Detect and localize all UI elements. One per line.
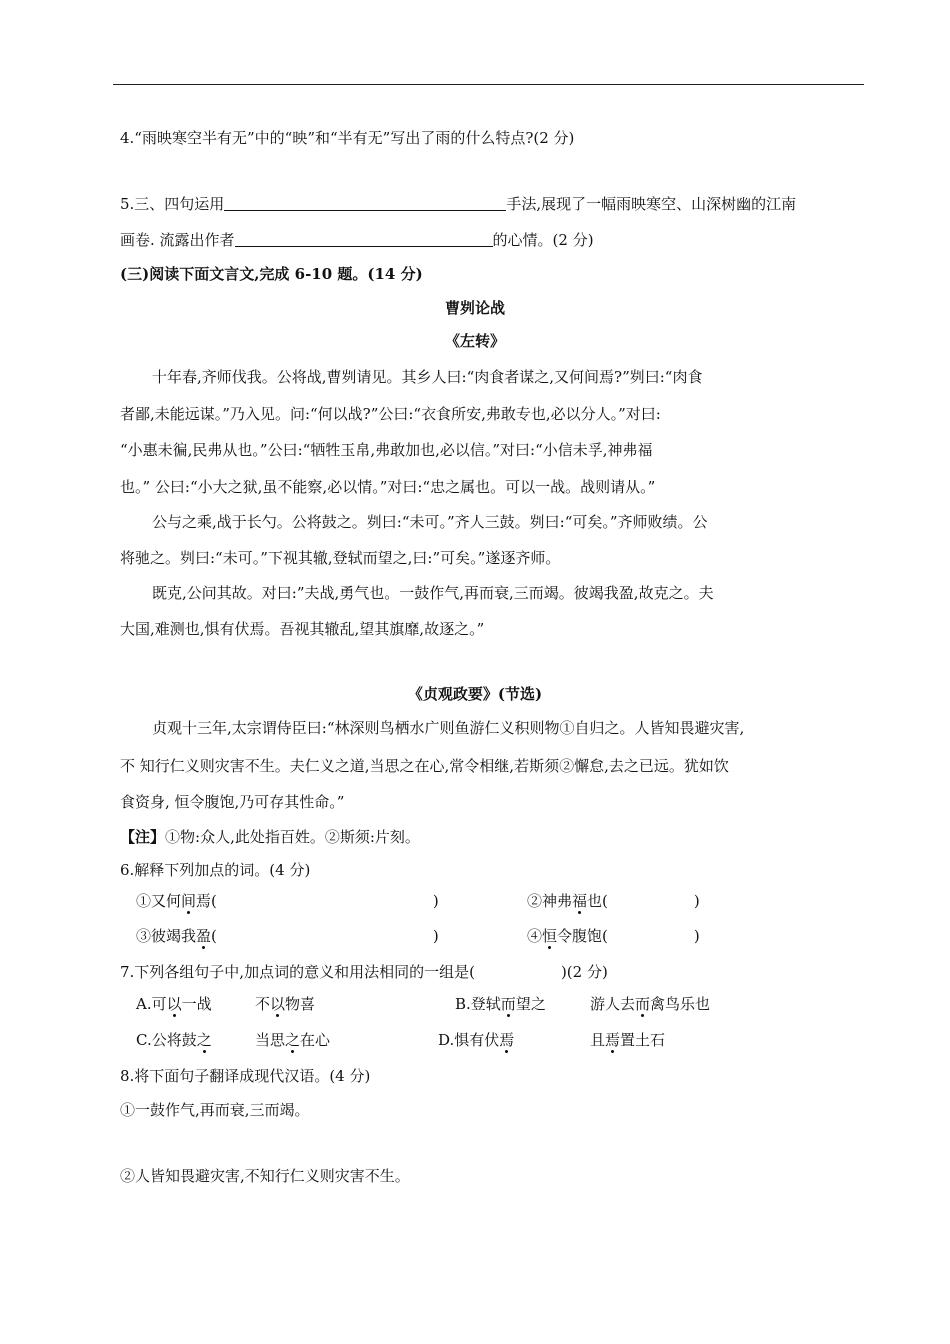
q7-option-d	[438, 1030, 514, 1050]
text-2-line: 贞观十三年,太宗谓侍臣曰:“林深则鸟栖水广则鱼游仁义积则物①自归之。人皆知畏避灾害,	[152, 719, 745, 737]
dotted-word: 而	[500, 995, 516, 1013]
question-5-line-2	[120, 230, 594, 250]
text-2-line: 食资身, 恒令腹饱,乃可存其性命。”	[120, 793, 345, 811]
text-1-source: 《左转》	[444, 332, 505, 350]
dotted-word: 而	[635, 995, 651, 1013]
option-text: 当思	[255, 1031, 286, 1049]
option-text: D.惧有伏	[438, 1031, 500, 1049]
q6-item-text: 也(	[587, 892, 608, 910]
q6-item-close: )	[693, 927, 700, 945]
option-text: 置土石	[620, 1031, 666, 1049]
option-text: 一战	[181, 995, 212, 1013]
option-text: 物喜	[285, 995, 316, 1013]
dotted-word: 间	[181, 892, 197, 910]
question-5-line-1	[120, 194, 796, 214]
dotted-word: 恒	[542, 927, 558, 945]
option-text: 望之	[515, 995, 546, 1013]
dotted-word: 盈	[196, 927, 212, 945]
q8-sentence-2: ②人皆知畏避灾害,不知行仁义则灾害不生。	[120, 1167, 410, 1185]
note-text: ①物:众人,此处指百姓。②斯须:片刻。	[165, 828, 420, 846]
question-4: 4.“雨映寒空半有无”中的“映”和“半有无”写出了雨的什么特点?(2 分)	[120, 129, 575, 147]
q6-item-text: ①又何	[136, 892, 182, 910]
text-1-line: 者鄙,未能远谋。”乃入见。问:“何以战?”公曰:“衣食所安,弗敢专也,必以分人。”对曰:	[120, 405, 661, 423]
q6-item-text: ②神弗	[527, 892, 573, 910]
dotted-word: 福	[572, 892, 588, 910]
q8-sentence-1: ①一鼓作气,再而衰,三而竭。	[120, 1101, 310, 1119]
q7-option-d-pair	[590, 1030, 665, 1050]
q5-blank-2[interactable]	[235, 232, 493, 247]
q6-item-text: ③彼竭我	[136, 927, 197, 945]
q7-stem-text: 7.下列各组句子中,加点词的意义和用法相同的一组是(	[120, 963, 475, 981]
q5-text-a: 5.三、四句运用	[120, 195, 225, 213]
text-2-title: 《贞观政要》(节选)	[407, 685, 543, 703]
q7-option-b-pair	[590, 994, 710, 1014]
option-text: 禽鸟乐也	[650, 995, 711, 1013]
option-text: C.公将鼓	[136, 1031, 197, 1049]
q6-item-4	[527, 926, 700, 946]
q7-option-c	[136, 1030, 212, 1050]
text-1-line: 大国,难测也,惧有伏焉。吾视其辙乱,望其旗靡,故逐之。”	[120, 620, 485, 638]
q7-stem-points: )(2 分)	[560, 963, 608, 981]
text-1-line: 也。” 公曰:“小大之狱,虽不能察,必以情。”对曰:“忠之属也。可以一战。战则请从。”	[120, 478, 656, 496]
text-1-line: 公与之乘,战于长勺。公将鼓之。刿曰:“未可。”齐人三鼓。刿曰:“可矣。”齐师败绩。公	[152, 513, 708, 531]
note-label: 【注】	[120, 828, 166, 846]
text-1-line: 既克,公问其故。对曰:”夫战,勇气也。一鼓作气,再而衰,三而竭。彼竭我盈,故克之。夫	[152, 584, 714, 602]
text-1-line: 十年春,齐师伐我。公将战,曹刿请见。其乡人曰:“肉食者谋之,又何间焉?”刿曰:“肉食	[152, 368, 703, 386]
q6-item-text: 焉(	[196, 892, 217, 910]
question-6-stem: 6.解释下列加点的词。(4 分)	[120, 861, 311, 879]
dotted-word: 之	[196, 1031, 212, 1049]
q6-item-3	[136, 926, 439, 946]
dotted-word: 焉	[499, 1031, 515, 1049]
q6-item-text: ④	[527, 927, 543, 945]
text-1-line: 将驰之。刿曰:“未可。”下视其辙,登轼而望之,曰:”可矣。”遂逐齐师。	[120, 549, 561, 567]
question-7-stem	[120, 962, 608, 982]
q6-item-close: )	[432, 927, 439, 945]
dotted-word: 焉	[605, 1031, 621, 1049]
option-text: 且	[590, 1031, 606, 1049]
q5-blank-1[interactable]	[224, 196, 506, 211]
q7-option-c-pair	[255, 1030, 330, 1050]
q5-text-d: 的心情。(2 分)	[492, 231, 594, 249]
q7-option-b	[455, 994, 546, 1014]
text-1-line: “小惠未徧,民弗从也。”公曰:“牺牲玉帛,弗敢加也,必以信。”对曰:“小信未孚,神弗福	[120, 441, 653, 459]
option-text: 在心	[300, 1031, 331, 1049]
q6-item-2	[527, 891, 700, 911]
text-2-note	[120, 827, 420, 847]
q6-item-close: )	[432, 892, 439, 910]
q6-item-1	[136, 891, 439, 911]
q7-option-a	[136, 994, 212, 1014]
option-text: 游人去	[590, 995, 636, 1013]
q6-item-text: 令腹饱(	[557, 927, 608, 945]
option-text: B.登轼	[455, 995, 501, 1013]
option-text: A.可	[136, 995, 167, 1013]
dotted-word: 以	[166, 995, 182, 1013]
section-3-heading: (三)阅读下面文言文,完成 6-10 题。(14 分)	[120, 265, 423, 283]
dotted-word: 以	[270, 995, 286, 1013]
q7-option-a-pair	[255, 994, 315, 1014]
q6-item-text: (	[211, 927, 217, 945]
q5-text-b: 手法,展现了一幅雨映寒空、山深树幽的江南	[506, 195, 797, 213]
question-8-stem: 8.将下面句子翻译成现代汉语。(4 分)	[120, 1067, 371, 1085]
text-2-line: 不 知行仁义则灾害不生。夫仁义之道,当思之在心,常令相继,若斯须②懈怠,去之已远。犹如饮	[120, 757, 729, 775]
header-rule	[113, 84, 864, 85]
q6-item-close: )	[693, 892, 700, 910]
q5-text-c: 画卷. 流露出作者	[120, 231, 235, 249]
option-text: 不	[255, 995, 271, 1013]
text-1-title: 曹刿论战	[444, 299, 505, 317]
dotted-word: 之	[285, 1031, 301, 1049]
